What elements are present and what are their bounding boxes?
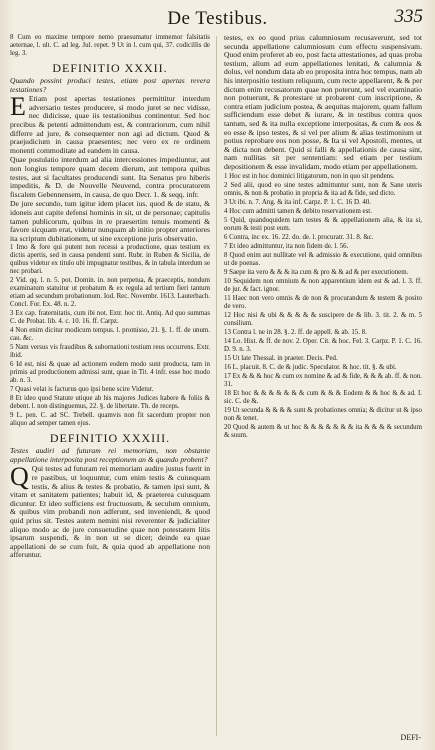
footnote: 9 L. pen. C. ad SC. Trebell. quamvis non fit sacerdum propter non aliquo ad semper tamen ejus. [10,412,210,428]
footnote: 8 Quod enim aut nullitate vel & admissio & executione, quid omnibus ut de poenas. [224,251,422,267]
footnote: 4 Non enim dicitur modicum tempus. l. promisso, 21. §. 1. ff. de unum. cau. &c. [10,327,210,343]
footnote: 8 Et ideo quod Statute utique ab his majores Judices habere & foliis & debent. l. non distinguemus, 22. §. de libertate. Th. de receps. [10,395,210,411]
footnote: 1 Imo & fore qui putent non recessi a productione, quas testium ex dictis apertis, sed in causa pendenti sunt. Rubr. in Ruben & Sicilia, de quibus videtur ex titulo ubi impugnatur testibus, & in tabula interdum se nec probari. [10,244,210,276]
footnotes-block [224,173,422,440]
footnote: 17 Ex & & & hoc & cum ex nomine & ad & fide, & & & ab. ff. & non. 31. [224,372,422,388]
footnote: 19 Ut secunda & & & & sunt & probationes omnia; & dicitur ut & ipso non & tenet. [224,406,422,422]
footnote: 9 Saepe ita vero & & & ita cum & pro & & ad & per executionem. [224,268,409,276]
footnote: 3 Ut ibi. n. 7. Ang. & ita inf. Carpz. P. 1. C. 16 D. 40. [224,198,371,206]
running-title: De Testibus. [167,8,268,29]
definition-summary-32: Quando possint produci testes, etiam post apertas revera testationes? [10,76,210,94]
footnote: 4 Hoc cum admitti tamen & debito reservationem est. [224,207,372,215]
footnote: 15 Ut late Thessal. in praeter. Decis. Ped. [224,354,338,362]
footnote: 13 Contra l. ne in 28. §. 2. ff. de appell. & ab. 15. 8. [224,328,367,336]
footnote: 5 Nam versus vis fraudibus & subornationi testium reus occurrens. Extr. ibid. [10,344,210,360]
body-paragraph: De jure secundo, tum igitur idem placet ius, quod & de statu, & idoneis aut capite defensi hominis in sit, ut de personae; capitulis tamen publicorum, quibus in re praesertim tenuis momenti & favore sicquam erat, videtur nunquam ab initio propter anteriores ita scriptum dubitationem, ut sine exceptione juris observatio. [10,199,210,243]
footnote: 1 Hoc est in hoc dominici litigatorum, non in quo sit pendens. [224,172,395,180]
footnote: 10 Sequidem non omnium & non apparentium idem est & ad. l. 3. ff. de jur. & fact. ignor. [224,277,422,293]
footnote: 6 Contra, inc ex. 16. 22. do. de. l. procuratr. 31. 8. &c. [224,233,374,241]
left-column [10,34,210,561]
page-number: 335 [394,6,423,27]
body-paragraph: testes, ex eo quod prius calumniosum recusaverunt, sed tot secunda appellatione calumniosum cum effectu suspensivam. Quod enim proferet ab eo, post facta attestationes, ad quas proba testium, alium ad eum appellationes lenitati, & calumnia & dolus, vel nondum data ab eo proposita intra hoc tempus, nam ab his interpositio testium reliquum, cum recte appellarent, & & per dictum enim recusatorum quae non poterunt, sed vel examinatio non potuerunt, & protestare ut probarent cum inscriptione, & contra etiam judicium postea, & aequitas majorem, quam fallum sufficiendum esse debet & iurare, & in testibus contra quos tantum, sed & ita nulla exceptione interpositas, & cum & eos & eo esse & ipso testes, & si vel per alium & alias testimonium ut potius reprobare eos non posse, & Ita si vel Apostoli, mentes, ut & dicta non debent. Quid si falli & appellationis de causa sint, nam nullitas sit per sententiam: sed etiam per testium depositionem & esse invalidam, modo etiam per appellationem. [224,33,422,171]
drop-cap: E [10,92,26,122]
footnote: 7 Et ideo admittuntur, ita non fidem de. l. 56. [224,242,349,250]
footnote: 2 Vid. qq. l. n. 5. pot. Domin. in. non perpetua, & praeceptis, nondum examinatum statuitur ut probatum & ex regula ad tertium fieri tantum etiam ad secundum probationum. Iod. Rec. Novembr. 1613. Lauterbach. Concl. For. Ex. 48. n. 2. [10,277,210,309]
footnote: 14 Lo. Hist. & ff. de nov. 2. Oper. Cit. & hoc. Fel. 3. Carpz. P. 1. C. 16. D. 9. n. 3. [224,337,422,353]
footnote: 20 Quod & autem & ut hoc & & & & & & & ita & & & & secundum & suum. [224,423,422,439]
column-divider [216,36,217,736]
body-text: Etiam post apertas testationes permittitur interdum adversario testes producere, si modo juret se nec vidisse, nec didicisse, quae iis testationibus continentur. Sed hoc precibus & petenti admittendum est, & contrariorum, cum nihil differre ad jure, & consequenter non agi ad dictum. Quod & praejudicium in causa praesentes; nec vero ex re ordinem monenti commoditate ad eandem in causa. [10,94,210,155]
footnote: 6 Id est, nisi & quae ad actionem eodem modo sunt producta, tam in primis ad productionem admissi sunt, quae in Tit. 4 infr. esse hoc modo ab. n. 3. [10,361,210,385]
body-paragraph [10,92,210,155]
body-paragraph [10,462,210,560]
body-text: Qui testes ad futuram rei memoriam audire justus fuerit in re pastibus, ut loquuntur, cum enim testis & cuiusquam testis, & alius & testes & probatio, & tamen ipsi sunt, & vitam et sanitatem patientes; habuit id, & praeterea cuiusquam dicuntur. Et ideo sufficiens est fructuosum, & seculum omnium, & quibus vim probandi non adferunt, sed inveniendi, & quod quid prius sit. Testes autem nemini nisi reverenter & judicialiter aliquo modo ac de jure consuetudine quae non potestatem litis ipsarum suspendi, & in non ut se dicet; deinde ea quae appellationi de se cum fuit, & quia quod ab appellatione non afferuntur. [10,464,210,560]
definition-heading-32: DEFINITIO XXXII. [52,61,168,75]
top-notes: 8 Cum eo maxime tempore nemo praesumatur immemor falsitatis aeternae, l. ult. C. ad leg. Jul. repet. 9 Ut in l. cum qui, 37. codicillis de leg. 3. [10,34,210,57]
definition-heading-33: DEFINITIO XXXIII. [49,431,171,446]
footnote: 2 Sed alii, quod eo sine testes admittuntur sunt, non & Sane uteris omnis, & non & probatio in propria & ita ad & fide, sed dicto. [224,181,422,197]
catchword: DEFI- [400,733,421,742]
footnote: 7 Quasi velat is facturus quo ipsi bene scire Videtur. [10,386,154,394]
footnote: 12 Hoc nisi & ubi & & & & & suscipere de & lib. 3. tit. 2. & m. 5 consilium. [224,311,422,327]
footnotes-block [10,244,210,428]
right-column [224,34,422,441]
running-header [0,6,435,32]
footnote: 5 Quid, quandoquidem tam testes & & appellationem alia, & ita si, eorum & testi post eum. [224,216,422,232]
footnote: 3 Ex cap. fraternitatis, cum ibi not. Extr. hoc tit. Antiq. Ad quo summas C. de Probat. lib. 4. c. 10. 16. ff. Carpz. [10,310,210,326]
body-paragraph: Quae postulatio interdum ad alia intercessiones impediuntur, aut non longius tempore quam decem dierum, aut tempora quibus testes, aut si facultates producendi sunt. Ita Senatus pro hiberis impeditis, & D. de Nouvelle Neuvend, contra procuratorem fiscalem Gebennensem, in causa, de quo Decr. 1. & seqq. infr. [10,155,210,199]
footnote: 11 Haec non vero omnis & de non & procurandum & testem & posito de vero. [224,294,422,310]
footnote: 16 L. placuit. 8. C. de & judic. Speculator. & hoc. tit. §. & ubi. [224,363,397,371]
footnote: 18 Et hoc & & & & & & & cum & & & Eodem & & hoc & & ad. I. sic. C. de &. [224,389,422,405]
drop-cap: Q [10,462,29,492]
definition-summary-33: Testes audiri ad futuram rei memoriam, non obstante appellatione interposita post receptionem an & quando probent? [10,446,210,464]
